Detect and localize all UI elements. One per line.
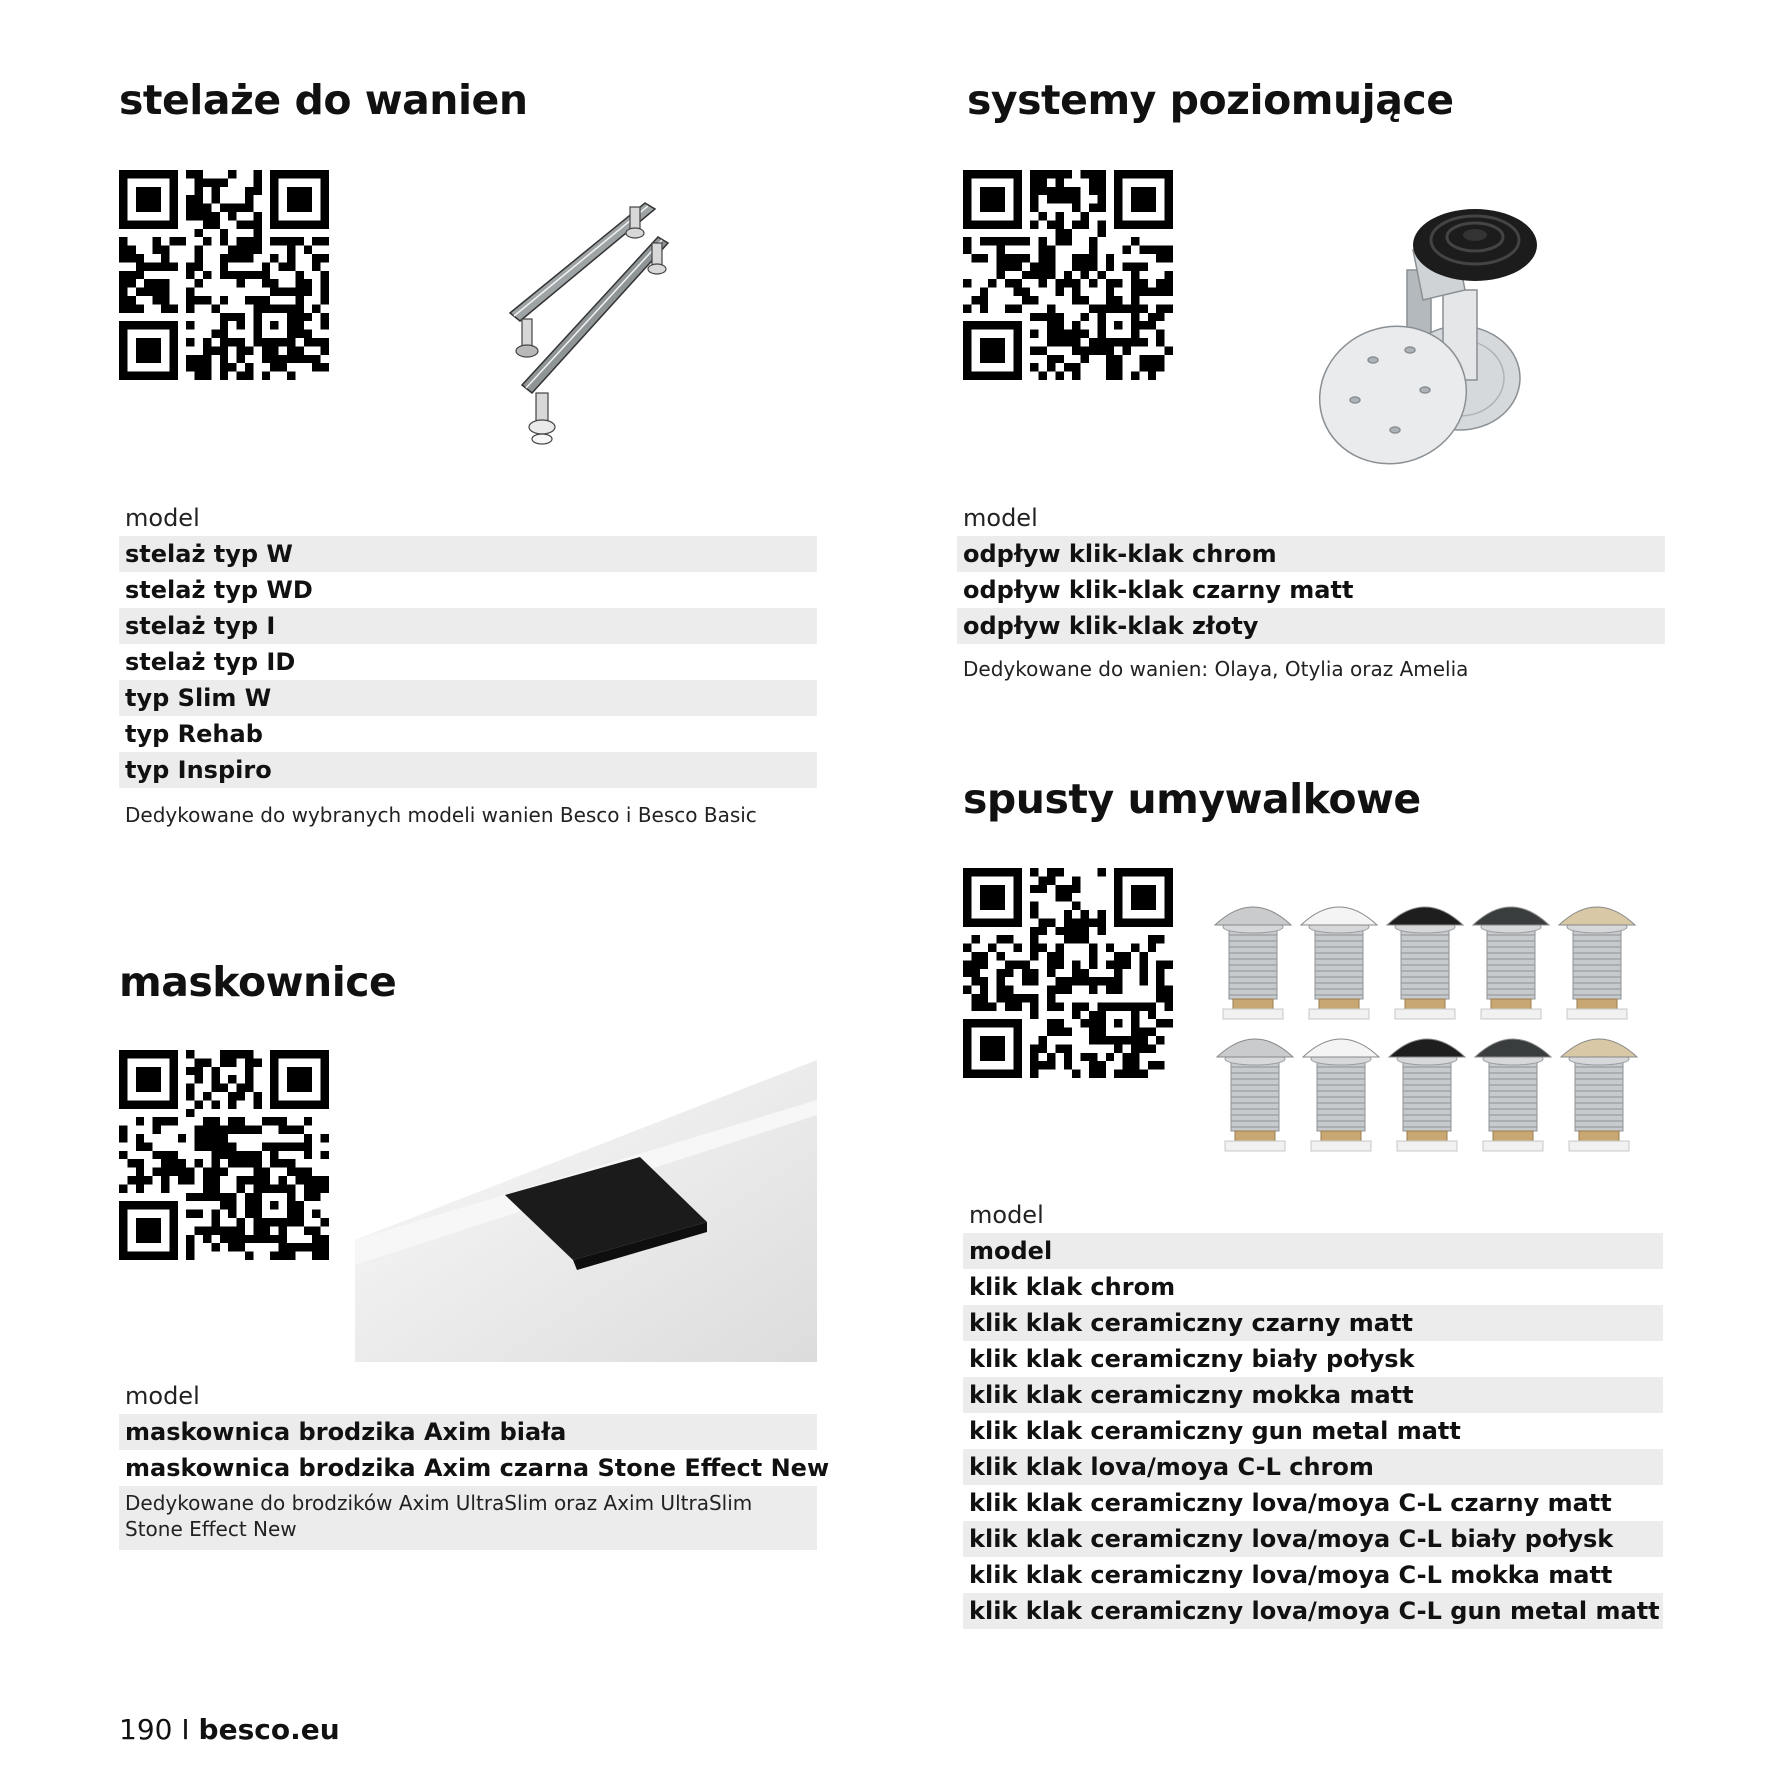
table-row: klik klak ceramiczny lova/moya C-L gun metal matt	[963, 1593, 1663, 1629]
drains-rows	[963, 1233, 1663, 1629]
qr-code-icon	[963, 170, 1173, 380]
frames-rows	[119, 536, 817, 788]
footer-separator: I	[181, 1713, 190, 1746]
title-leveling: systemy poziomujące	[967, 76, 1454, 124]
title-drains: spusty umywalkowe	[963, 775, 1421, 823]
table-row: stelaż typ ID	[125, 648, 296, 676]
table-row: klik klak ceramiczny gun metal matt	[969, 1417, 1461, 1445]
table-row: klik klak ceramiczny czarny matt	[963, 1305, 1663, 1341]
frames-table	[119, 500, 817, 828]
table-row: odpływ klik-klak złoty	[957, 608, 1665, 644]
frames-note: Dedykowane do wybranych modeli wanien Besco i Besco Basic	[125, 803, 757, 827]
table-row: klik klak ceramiczny biały połysk	[969, 1345, 1415, 1373]
table-row: odpływ klik-klak chrom	[957, 536, 1665, 572]
bathtub-frame-image	[500, 195, 690, 455]
qr-code-icon	[963, 868, 1173, 1078]
drain-item	[1217, 1039, 1293, 1151]
frames-column-header: model	[125, 504, 200, 532]
table-row: stelaż typ WD	[125, 576, 313, 604]
drain-item	[1561, 1039, 1637, 1151]
drain-item	[1473, 907, 1549, 1019]
drains-column-header: model	[969, 1201, 1044, 1229]
table-row: klik klak ceramiczny mokka matt	[963, 1377, 1663, 1413]
table-row: typ Rehab	[125, 720, 263, 748]
covers-rows	[119, 1414, 830, 1486]
table-row: klik klak ceramiczny lova/moya C-L biały połysk	[963, 1521, 1663, 1557]
leveling-rows	[957, 536, 1665, 644]
drain-item	[1303, 1039, 1379, 1151]
website-link[interactable]: besco.eu	[198, 1713, 340, 1746]
title-covers: maskownice	[119, 958, 397, 1006]
drain-item	[1389, 1039, 1465, 1151]
shower-tray-cover-image	[355, 1060, 817, 1362]
title-frames: stelaże do wanien	[119, 76, 528, 124]
drain-item	[1475, 1039, 1551, 1151]
drain-item	[1301, 907, 1377, 1019]
table-row: odpływ klik-klak czarny matt	[963, 576, 1354, 604]
leveling-table	[957, 500, 1665, 682]
covers-table	[119, 1378, 830, 1550]
table-row: klik klak chrom	[969, 1273, 1176, 1301]
qr-code-covers[interactable]	[119, 1050, 329, 1260]
leveling-note: Dedykowane do wanien: Olaya, Otylia oraz Amelia	[963, 657, 1469, 681]
covers-note: Dedykowane do brodzików Axim UltraSlim oraz Axim UltraSlim Stone Effect New	[119, 1486, 817, 1550]
table-row: klik klak ceramiczny lova/moya C-L czarny matt	[969, 1489, 1612, 1517]
table-row: klik klak lova/moya C-L chrom	[963, 1449, 1663, 1485]
table-row: typ Inspiro	[119, 752, 817, 788]
table-row: stelaż typ I	[119, 608, 817, 644]
table-row: maskownica brodzika Axim biała	[119, 1414, 817, 1450]
table-row: stelaż typ W	[119, 536, 817, 572]
drain-item	[1215, 907, 1291, 1019]
drain-item	[1387, 907, 1463, 1019]
leveling-column-header: model	[963, 504, 1038, 532]
qr-code-icon	[119, 170, 329, 380]
qr-code-drains[interactable]	[963, 868, 1173, 1078]
table-row: typ Slim W	[119, 680, 817, 716]
drains-table	[963, 1197, 1663, 1629]
table-row: maskownica brodzika Axim czarna Stone Effect New	[125, 1454, 830, 1482]
drain-item	[1559, 907, 1635, 1019]
table-row: klik klak ceramiczny lova/moya C-L mokka matt	[969, 1561, 1613, 1589]
leveling-foot-image	[1295, 200, 1545, 475]
sink-drains-image	[1210, 895, 1660, 1165]
qr-code-leveling[interactable]	[963, 170, 1173, 380]
page-footer	[119, 1713, 340, 1746]
qr-code-frames[interactable]	[119, 170, 329, 380]
page-number: 190	[119, 1713, 173, 1746]
covers-column-header: model	[125, 1382, 200, 1410]
qr-code-icon	[119, 1050, 329, 1260]
table-row: model	[963, 1233, 1663, 1269]
